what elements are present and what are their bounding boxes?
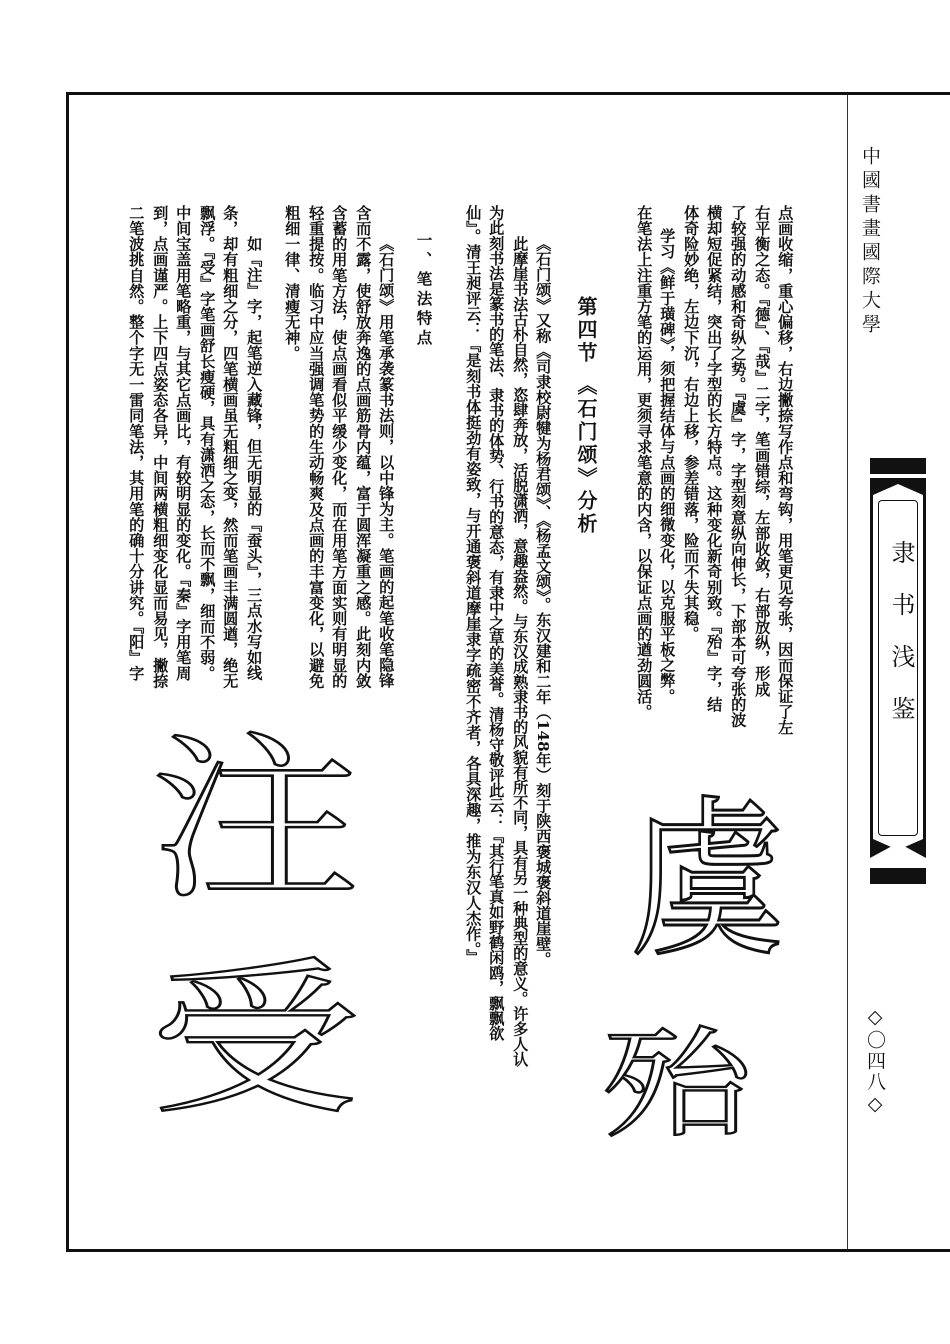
para2-col-1: 《石门颂》用笔承袭篆书法则，以中锋为主。笔画的起笔收笔隐锋	[377, 236, 396, 689]
para3-col-6: 二笔波挑自然。整个字无一雷同笔法，其用笔的确十分讲究。『阳』字	[127, 205, 146, 681]
para3-col-3: 飘浮。『受』字笔画舒长瘦硬，具有潇洒之态，长而不飘，细而不弱。	[198, 205, 217, 681]
margin-separator	[847, 94, 848, 1250]
upper-col-2: 学习《鲜于璜碑》，须把握结体与点画的细微变化，以克服平板之弊。	[658, 228, 677, 704]
upper-col-3: 体奇险妙绝，左边下沉，右边上移，参差错落，险而不失其稳。	[682, 205, 701, 642]
calligraphy-dai: 殆	[602, 1015, 753, 1155]
para2-col-2: 含而不露，使舒放奔逸的点画筋骨内蕴，富于圆浑凝重之感。此刻内敛	[354, 205, 373, 689]
book-title: 隶书浅鉴	[887, 540, 915, 748]
upper-col-1: 在笔法上注重方笔的运用，更须寻求笔意的内含，以保证点画的遒劲圆活。	[635, 205, 654, 720]
upper-col-6: 右平衡之态。『德』、『哉』二字，笔画错综，左部收敛，右部放纵，形成	[753, 205, 772, 697]
para2-col-4: 轻重提按。临习中应当强调笔势的生动畅爽及点画的丰富变化，以避免	[307, 205, 326, 689]
upper-col-4: 横却短促紧结，突出了字型的长方特点。这种变化新奇别致。『殆』字，结	[705, 205, 724, 713]
calligraphy-yu: 虞	[630, 780, 786, 981]
banner-top-bar	[870, 458, 926, 474]
section-heading: 第四节 《石门颂》分析	[574, 296, 598, 536]
upper-col-7: 点画收缩，重心偏移，右边撇捺写作点和弯钩，用笔更见夸张，因而保证了左	[776, 205, 795, 736]
page-number: ◇〇四八◇	[864, 1006, 886, 1117]
para3-col-1: 如『注』字，起笔逆入藏锋，但无明显的『蚕头』，三点水写如线	[245, 236, 264, 681]
para2-col-5: 粗细一律、清瘦无神。	[283, 205, 302, 361]
para1-col-4: 仙』。清王昶评云：『是刻书体挺劲有姿致，与开通褒斜道摩崖隶字疏密不齐者，各具深趣，推为东汉人杰作。』	[464, 205, 483, 965]
para1-col-2: 此摩崖书法古朴自然，恣肆奔放，活脱潇洒，意趣盎然。与东汉成熟隶书的风貌有所不同，具有另一种典型的意义。许多人认	[511, 236, 530, 1067]
para3-col-5: 到，点画谨严。上下四点姿态各异，中间两横粗细变化显而易见，撇捺	[151, 205, 170, 689]
para1-col-3: 为此刻书法是篆书的笔法、隶书的体势、行书的意态，有隶中之草的美誉。清杨守敬评此云：『其行笔真如野鹤闲鸥，飘飘欲	[487, 205, 506, 1041]
calligraphy-shou: 受	[150, 941, 361, 1138]
upper-col-5: 了较强的动感和奇纵之势。『虞』字，字型刻意纵向伸长，下部本可夸张的波	[729, 205, 748, 728]
para3-col-2: 条，却有粗细之分，四笔横画虽无粗细之变，然而笔画丰满圆遒，绝无	[221, 205, 240, 689]
calligraphy-zhu: 注	[150, 715, 361, 924]
banner-bottom-bar	[870, 868, 926, 884]
para3-col-4: 中间宝盖用笔略重，与其它点画比，有较明显的变化。『秦』字用笔周	[174, 205, 193, 681]
sub-heading: 一、笔法特点	[414, 232, 434, 349]
school-name: 中國書畫國際大學	[859, 146, 881, 338]
para2-col-3: 含蓄的用笔方法，使点画看似平缓少变化，而在用笔方面实则有明显的	[330, 205, 349, 689]
para1-col-1: 《石门颂》又称《司隶校尉犍为杨君颂》、《杨孟文颂》。东汉建和二年（148年）刻于陕西褒城褒斜道崖壁。	[534, 236, 553, 967]
